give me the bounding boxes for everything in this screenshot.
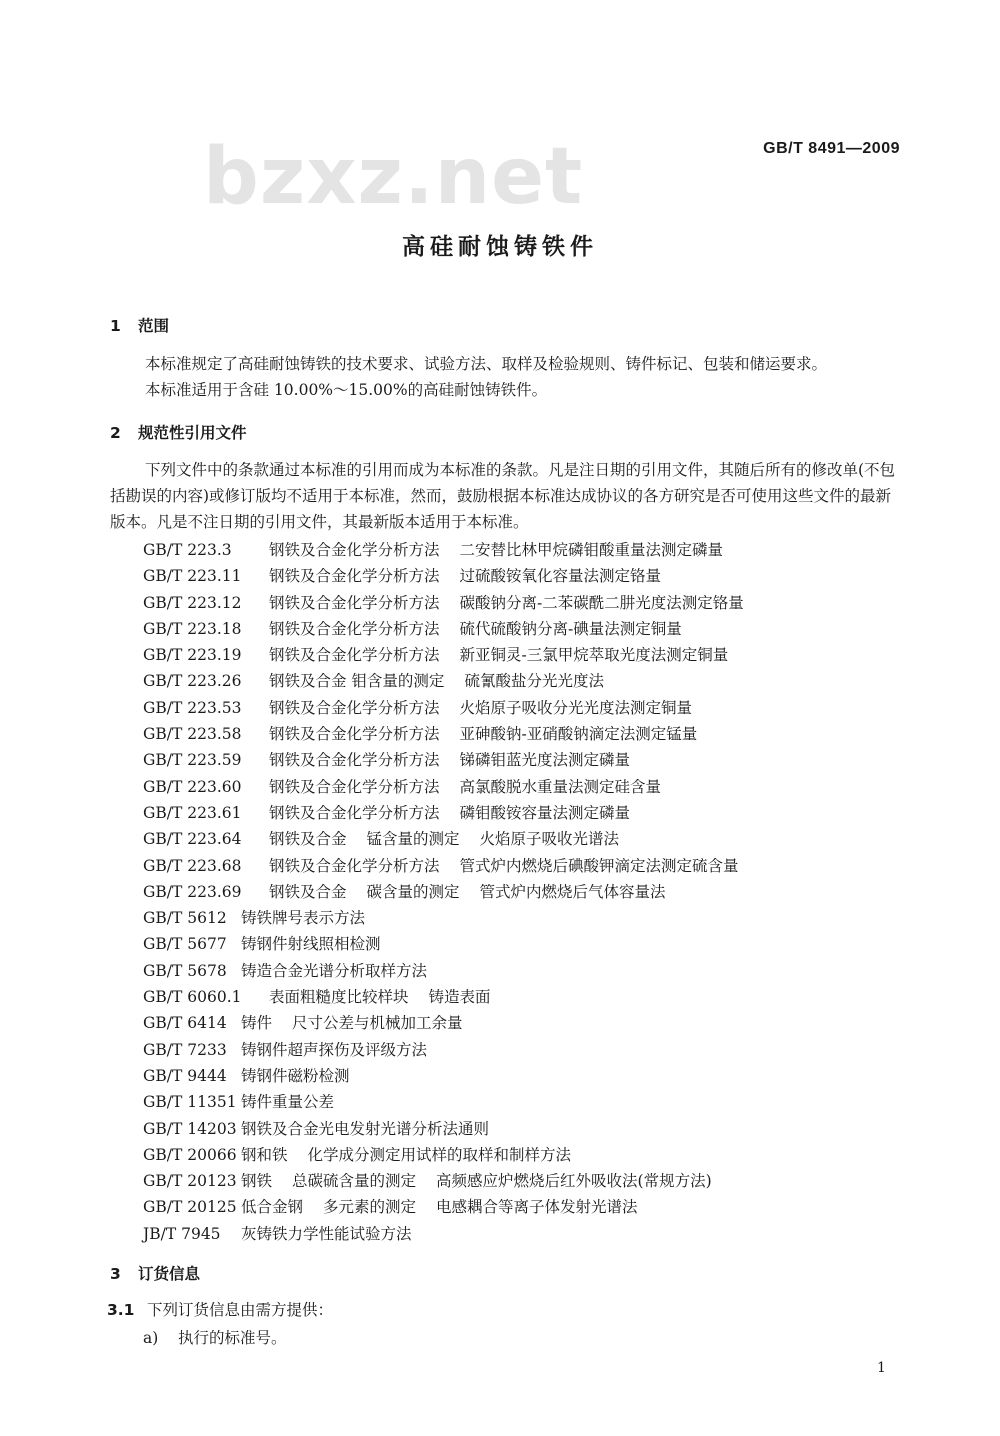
reference-item — [143, 826, 764, 852]
section-title: 规范性引用文件 — [138, 424, 247, 442]
reference-title-part: 化学成分测定用试样的取样和制样方法 — [307, 1145, 572, 1164]
reference-title-part: 高氯酸脱水重量法测定硅含量 — [459, 777, 662, 796]
reference-item — [143, 958, 764, 984]
document-title: 高硅耐蚀铸铁件 — [402, 234, 598, 260]
reference-title-part: 钢铁及合金化学分析方法 — [269, 751, 440, 770]
page-number: 1 — [877, 1360, 886, 1376]
reference-title-part: 钢铁及合金 钼含量的测定 — [269, 672, 445, 691]
reference-title-part: 铸造表面 — [428, 988, 491, 1007]
reference-title-part: 尺寸公差与机械加工余量 — [292, 1014, 463, 1033]
reference-title-part: 钢铁及合金化学分析方法 — [269, 698, 440, 717]
scope-line: 本标准规定了高硅耐蚀铸铁的技术要求、试验方法、取样及检验规则、铸件标记、包装和储运要求。 — [145, 355, 828, 373]
reference-title-part: 低合金钢 — [241, 1198, 304, 1217]
reference-title-part: 火焰原子吸收分光光度法测定铜量 — [459, 698, 693, 717]
reference-code: GB/T 223.68 — [143, 856, 242, 875]
reference-title-part: 新亚铜灵-三氯甲烷萃取光度法测定铜量 — [459, 646, 729, 665]
reference-code: GB/T 223.26 — [143, 672, 242, 691]
reference-title-part: 钢铁及合金 — [269, 830, 347, 849]
reference-title-part: 铸钢件超声探伤及评级方法 — [241, 1040, 428, 1059]
reference-item — [143, 984, 764, 1010]
reference-list — [143, 537, 764, 1247]
section-2-heading — [110, 421, 247, 443]
reference-item — [143, 1089, 764, 1115]
reference-title-part: 铸造合金光谱分析取样方法 — [241, 961, 428, 980]
reference-title-part: 高频感应炉燃烧后红外吸收法(常规方法) — [436, 1172, 712, 1191]
reference-code: GB/T 20123 — [143, 1172, 237, 1191]
reference-title-part: 碳含量的测定 — [366, 882, 460, 901]
reference-item — [143, 774, 764, 800]
reference-title-part: 表面粗糙度比较样块 — [269, 988, 409, 1007]
reference-title-part: 钢和铁 — [241, 1145, 288, 1164]
reference-item — [143, 800, 764, 826]
reference-code: GB/T 223.58 — [143, 725, 242, 744]
reference-title-part: 钢铁及合金 — [269, 882, 347, 901]
reference-code: GB/T 6060.1 — [143, 988, 242, 1007]
scope-paragraphs — [110, 351, 900, 403]
reference-title-part: 管式炉内燃烧后碘酸钾滴定法测定硫含量 — [459, 856, 739, 875]
reference-title-part: 钢铁 — [241, 1172, 273, 1191]
reference-title-part: 锑磷钼蓝光度法测定磷量 — [459, 751, 631, 770]
reference-item — [143, 537, 764, 563]
reference-title-part: 钢铁及合金化学分析方法 — [269, 541, 440, 559]
reference-item — [143, 563, 764, 589]
reference-title-part: 锰含量的测定 — [366, 830, 460, 849]
reference-code: GB/T 223.3 — [143, 541, 232, 559]
reference-code: GB/T 223.11 — [143, 567, 242, 586]
intro-text: 下列文件中的条款通过本标准的引用而成为本标准的条款。凡是注日期的引用文件，其随后所有的修改单(不包括勘误的内容)或修订版均不适用于本标准，然而，鼓励根据本标准达成协议的各方研究是否可使用这些文件的最新版本。凡是不注日期的引用文件，其最新版本适用于本标准。 — [110, 461, 896, 532]
reference-item — [143, 1142, 764, 1168]
reference-title-part: 硫代硫酸钠分离-碘量法测定铜量 — [459, 619, 682, 638]
reference-item — [143, 1037, 764, 1063]
reference-title-part: 铸钢件射线照相检测 — [241, 935, 381, 954]
section-title: 订货信息 — [138, 1265, 201, 1283]
reference-code: GB/T 5678 — [143, 961, 227, 980]
section-number: 3 — [110, 1265, 121, 1283]
reference-code: GB/T 223.53 — [143, 698, 242, 717]
reference-item — [143, 853, 764, 879]
reference-title-part: 钢铁及合金化学分析方法 — [269, 567, 440, 586]
reference-code: GB/T 223.59 — [143, 751, 242, 770]
list-item-a — [143, 1325, 933, 1351]
reference-code: GB/T 223.61 — [143, 803, 242, 822]
reference-item — [143, 879, 764, 905]
reference-item — [143, 1010, 764, 1036]
reference-item — [143, 1221, 764, 1247]
list-item-label: a) — [143, 1329, 159, 1347]
reference-code: GB/T 11351 — [143, 1093, 237, 1112]
reference-code: GB/T 223.12 — [143, 593, 242, 612]
reference-title-part: 过硫酸铵氧化容量法测定铬量 — [459, 567, 662, 586]
reference-code: GB/T 6414 — [143, 1014, 227, 1033]
scope-line: 本标准适用于含硅 10.00%～15.00%的高硅耐蚀铸铁件。 — [145, 381, 548, 400]
reference-title-part: 钢铁及合金化学分析方法 — [269, 777, 440, 796]
list-item-text: 执行的标准号。 — [178, 1329, 287, 1347]
standard-code: GB/T 8491—2009 — [763, 140, 900, 157]
reference-code: JB/T 7945 — [143, 1224, 221, 1243]
reference-title-part: 钢铁及合金化学分析方法 — [269, 803, 440, 822]
reference-title-part: 亚砷酸钠-亚硝酸钠滴定法测定锰量 — [459, 725, 698, 744]
reference-item — [143, 616, 764, 642]
reference-code: GB/T 7233 — [143, 1040, 227, 1059]
reference-title-part: 多元素的测定 — [323, 1198, 417, 1217]
reference-title-part: 磷钼酸铵容量法测定磷量 — [459, 803, 631, 822]
reference-code: GB/T 5612 — [143, 909, 227, 928]
reference-title-part: 碳酸钠分离-二苯碳酰二肼光度法测定铬量 — [459, 593, 744, 612]
reference-title-part: 火焰原子吸收光谱法 — [479, 830, 620, 849]
reference-code: GB/T 14203 — [143, 1119, 237, 1138]
reference-code: GB/T 20066 — [143, 1145, 237, 1164]
reference-title-part: 钢铁及合金化学分析方法 — [269, 725, 440, 744]
reference-code: GB/T 223.19 — [143, 646, 242, 665]
reference-title-part: 总碳硫含量的测定 — [292, 1172, 417, 1191]
reference-title-part: 二安替比林甲烷磷钼酸重量法测定磷量 — [459, 541, 724, 559]
reference-title-part: 硫氰酸盐分光光度法 — [464, 672, 604, 691]
references-intro — [110, 457, 900, 536]
reference-code: GB/T 223.64 — [143, 830, 242, 849]
reference-title-part: 电感耦合等离子体发射光谱法 — [436, 1198, 638, 1217]
reference-title-part: 钢铁及合金化学分析方法 — [269, 619, 440, 638]
reference-title-part: 铸件重量公差 — [241, 1093, 335, 1112]
section-number: 1 — [110, 317, 121, 335]
section-title: 范围 — [138, 317, 170, 335]
reference-title-part: 灰铸铁力学性能试验方法 — [241, 1224, 412, 1243]
reference-item — [143, 1168, 764, 1194]
reference-item — [143, 590, 764, 616]
reference-code: GB/T 5677 — [143, 935, 227, 954]
reference-item — [143, 1063, 764, 1089]
reference-title-part: 铸铁牌号表示方法 — [241, 909, 366, 928]
reference-item — [143, 721, 764, 747]
reference-item — [143, 695, 764, 721]
reference-title-part: 钢铁及合金化学分析方法 — [269, 593, 440, 612]
reference-title-part: 钢铁及合金化学分析方法 — [269, 856, 440, 875]
reference-title-part: 钢铁及合金化学分析方法 — [269, 646, 440, 665]
reference-code: GB/T 223.60 — [143, 777, 242, 796]
reference-item — [143, 642, 764, 668]
clause-text: 下列订货信息由需方提供： — [147, 1301, 334, 1319]
watermark: bzxz.net — [203, 132, 584, 222]
reference-title-part: 铸钢件磁粉检测 — [241, 1066, 350, 1085]
reference-item — [143, 1194, 764, 1220]
section-3-heading — [110, 1262, 200, 1284]
section-1-heading — [110, 314, 169, 336]
reference-title-part: 钢铁及合金光电发射光谱分析法通则 — [241, 1119, 490, 1138]
reference-item — [143, 931, 764, 957]
reference-code: GB/T 20125 — [143, 1198, 237, 1217]
clause-number: 3.1 — [107, 1301, 135, 1319]
clause-3-1 — [107, 1297, 897, 1323]
reference-item — [143, 668, 764, 694]
reference-code: GB/T 223.69 — [143, 882, 242, 901]
reference-item — [143, 1116, 764, 1142]
reference-code: GB/T 223.18 — [143, 619, 242, 638]
reference-code: GB/T 9444 — [143, 1066, 227, 1085]
reference-title-part: 管式炉内燃烧后气体容量法 — [479, 882, 666, 901]
section-number: 2 — [110, 424, 121, 442]
reference-item — [143, 747, 764, 773]
reference-item — [143, 905, 764, 931]
reference-title-part: 铸件 — [241, 1014, 273, 1033]
